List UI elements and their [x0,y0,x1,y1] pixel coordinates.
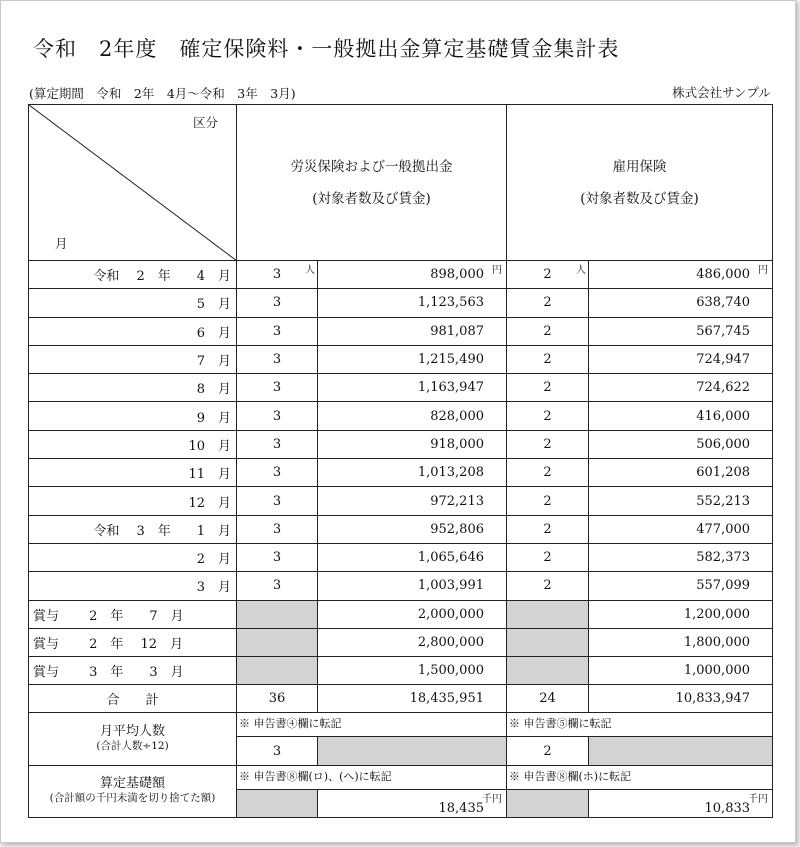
rosai-count: 3 [272,550,282,566]
rosai-count-cell [237,261,318,289]
base-note-koyo: ※ 申告書⑧欄(ホ)に転記 [507,765,773,789]
rosai-bonus-wage: 2,000,000 [318,600,507,628]
bonus-label: 賞与 2 年 12 月 [29,628,237,656]
rosai-count: 3 [272,493,282,509]
koyo-wage: 638,740 [696,295,751,311]
koyo-count-cell [507,261,589,289]
koyo-wage-cell [589,430,773,458]
koyo-wage-cell [589,515,773,543]
rosai-bonus-wage: 2,800,000 [318,628,507,656]
month-row [29,374,773,402]
wage-summary-table [28,104,773,818]
koyo-bonus-wage: 1,200,000 [589,600,773,628]
avg-rosai-blank [318,737,507,765]
rosai-wage-cell [318,289,507,317]
rosai-wage-cell [318,317,507,345]
month-row [29,515,773,543]
unit-person: 人 [305,265,315,276]
month-row [29,543,773,571]
base-rosai-amount: 18,435 [438,801,484,817]
rosai-wage: 1,003,991 [417,578,484,594]
rosai-count-cell [237,459,318,487]
koyo-wage-cell [589,572,773,600]
koyo-count-cell [507,402,589,430]
koyo-count: 2 [543,352,552,368]
header-rosai-title: 労災保険および一般拠出金 [290,158,453,175]
koyo-wage-cell [589,487,773,515]
koyo-count-blank [507,657,589,685]
base-rosai-blank [237,789,318,817]
rosai-wage: 918,000 [430,436,484,452]
koyo-count: 2 [543,465,552,481]
koyo-wage: 486,000 [696,267,751,283]
koyo-wage-cell [589,543,773,571]
koyo-count: 2 [543,550,552,566]
koyo-wage-cell [589,289,773,317]
unit-thousand-yen: 千円 [482,793,502,805]
rosai-wage-cell [318,515,507,543]
koyo-wage: 567,745 [696,323,751,339]
koyo-wage: 582,373 [696,550,751,566]
koyo-count: 2 [543,323,552,339]
rosai-wage: 898,000 [430,267,484,283]
base-sublabel: (合計額の千円未満を切り捨てた額) [49,792,216,805]
total-rosai-count: 36 [237,685,318,713]
koyo-count-cell [507,317,589,345]
koyo-count: 2 [543,267,552,283]
header-rosai [237,105,507,261]
bonus-row [29,657,773,685]
avg-label-cell [29,713,237,765]
avg-koyo-count: 2 [507,737,589,765]
header-kubun: 区分 [192,115,218,130]
header-koyo-sub: (対象者数及び賃金) [580,190,699,207]
base-label: 算定基礎額 [99,776,165,792]
rosai-wage: 981,087 [430,323,484,339]
koyo-wage-cell [589,345,773,373]
koyo-count-cell [507,374,589,402]
avg-note-row [29,713,773,737]
avg-note-rosai: ※ 申告書④欄に転記 [237,713,507,737]
avg-label: 月平均人数 [99,724,165,740]
koyo-wage: 477,000 [696,521,751,537]
month-row [29,430,773,458]
rosai-count-blank [237,657,318,685]
month-label: 10 月 [29,430,237,458]
month-label: 2 月 [29,543,237,571]
koyo-wage: 506,000 [696,436,751,452]
rosai-count-cell [237,289,318,317]
rosai-count-cell [237,345,318,373]
month-row [29,459,773,487]
koyo-bonus-wage: 1,000,000 [589,657,773,685]
month-label: 3 月 [29,572,237,600]
koyo-wage-cell [589,261,773,289]
base-koyo-cell [589,789,773,817]
month-row [29,487,773,515]
rosai-count-cell [237,430,318,458]
total-rosai-wage: 18,435,951 [318,685,507,713]
rosai-count-cell [237,487,318,515]
company-name: 株式会社サンプル [672,85,771,100]
rosai-count: 3 [272,436,282,452]
koyo-count-cell [507,515,589,543]
total-koyo-count: 24 [507,685,589,713]
unit-yen: 円 [492,265,502,276]
month-label: 9 月 [29,402,237,430]
koyo-count: 2 [543,380,552,396]
base-label-cell [29,765,237,817]
koyo-wage-cell [589,317,773,345]
koyo-count-cell [507,572,589,600]
rosai-wage: 1,215,490 [417,352,484,368]
rosai-wage-cell [318,402,507,430]
koyo-count-cell [507,345,589,373]
rosai-count-cell [237,543,318,571]
koyo-count-cell [507,430,589,458]
rosai-count: 3 [272,408,282,424]
month-row [29,402,773,430]
month-label: 8 月 [29,374,237,402]
rosai-count: 3 [272,465,282,481]
rosai-count-blank [237,600,318,628]
rosai-count: 3 [272,352,282,368]
rosai-count: 3 [272,323,282,339]
header-diagonal-cell [29,105,237,261]
rosai-count-cell [237,515,318,543]
avg-note-koyo: ※ 申告書⑤欄に転記 [507,713,773,737]
rosai-wage: 1,065,646 [417,550,484,566]
rosai-count-cell [237,402,318,430]
bonus-row [29,628,773,656]
base-koyo-blank [507,789,589,817]
rosai-wage-cell [318,543,507,571]
unit-person: 人 [576,265,586,276]
koyo-wage: 724,622 [696,380,751,396]
month-label: 11 月 [29,459,237,487]
koyo-wage: 724,947 [696,352,751,368]
rosai-count: 3 [272,521,282,537]
rosai-wage-cell [318,572,507,600]
koyo-count-blank [507,600,589,628]
koyo-count-blank [507,628,589,656]
page-title: 令和 2年度 確定保険料・一般拠出金算定基礎賃金集計表 [33,37,620,61]
header-tsuki: 月 [55,236,68,251]
base-note-row [29,765,773,789]
header-koyo-title: 雇用保険 [612,158,667,175]
koyo-count: 2 [543,578,552,594]
month-label: 7 月 [29,345,237,373]
month-row [29,317,773,345]
rosai-wage-cell [318,345,507,373]
month-label: 令和 2 年 4 月 [29,261,237,289]
koyo-count: 2 [543,493,552,509]
avg-sublabel: (合計人数÷12) [96,740,169,753]
rosai-count-cell [237,572,318,600]
month-label: 5 月 [29,289,237,317]
rosai-wage-cell [318,487,507,515]
koyo-wage: 552,213 [696,493,751,509]
calculation-period: (算定期間 令和 2年 4月～令和 3年 3月) [29,86,296,101]
koyo-count: 2 [543,436,552,452]
koyo-count: 2 [543,295,552,311]
unit-thousand-yen: 千円 [748,793,769,805]
koyo-count-cell [507,459,589,487]
rosai-wage: 828,000 [430,408,484,424]
rosai-count: 3 [272,380,282,396]
bonus-label: 賞与 2 年 7 月 [29,600,237,628]
rosai-wage-cell [318,374,507,402]
rosai-wage-cell [318,459,507,487]
total-row [29,685,773,713]
rosai-wage: 1,013,208 [417,465,484,481]
base-koyo-amount: 10,833 [704,801,751,817]
header-koyo [507,105,773,261]
koyo-count-cell [507,487,589,515]
header-row [29,105,773,261]
total-label: 合 計 [29,685,237,713]
bonus-row [29,600,773,628]
rosai-wage-cell [318,430,507,458]
koyo-wage-cell [589,459,773,487]
avg-koyo-blank [589,737,773,765]
rosai-count-cell [237,374,318,402]
koyo-count: 2 [543,521,552,537]
koyo-count-cell [507,289,589,317]
rosai-count-cell [237,317,318,345]
rosai-wage-cell [318,261,507,289]
rosai-count: 3 [272,578,282,594]
header-rosai-sub: (対象者数及び賃金) [312,190,431,207]
month-row [29,345,773,373]
koyo-wage: 601,208 [696,465,751,481]
month-row [29,261,773,289]
total-koyo-wage: 10,833,947 [589,685,773,713]
rosai-bonus-wage: 1,500,000 [318,657,507,685]
month-label: 12 月 [29,487,237,515]
unit-yen: 円 [758,265,769,276]
rosai-count-blank [237,628,318,656]
month-label: 令和 3 年 1 月 [29,515,237,543]
koyo-wage: 416,000 [696,408,751,424]
rosai-wage: 972,213 [430,493,484,509]
koyo-wage-cell [589,402,773,430]
koyo-count-cell [507,543,589,571]
base-note-rosai: ※ 申告書⑧欄(ロ)、(ヘ)に転記 [237,765,507,789]
base-rosai-cell [318,789,507,817]
month-row [29,572,773,600]
month-row [29,289,773,317]
koyo-wage: 557,099 [696,578,751,594]
rosai-wage: 952,806 [430,521,484,537]
koyo-count: 2 [543,408,552,424]
rosai-count: 3 [272,267,282,283]
rosai-wage: 1,163,947 [417,380,484,396]
koyo-bonus-wage: 1,800,000 [589,628,773,656]
koyo-wage-cell [589,374,773,402]
month-label: 6 月 [29,317,237,345]
avg-rosai-count: 3 [237,737,318,765]
bonus-label: 賞与 3 年 3 月 [29,657,237,685]
rosai-wage: 1,123,563 [417,295,484,311]
rosai-count: 3 [272,295,282,311]
